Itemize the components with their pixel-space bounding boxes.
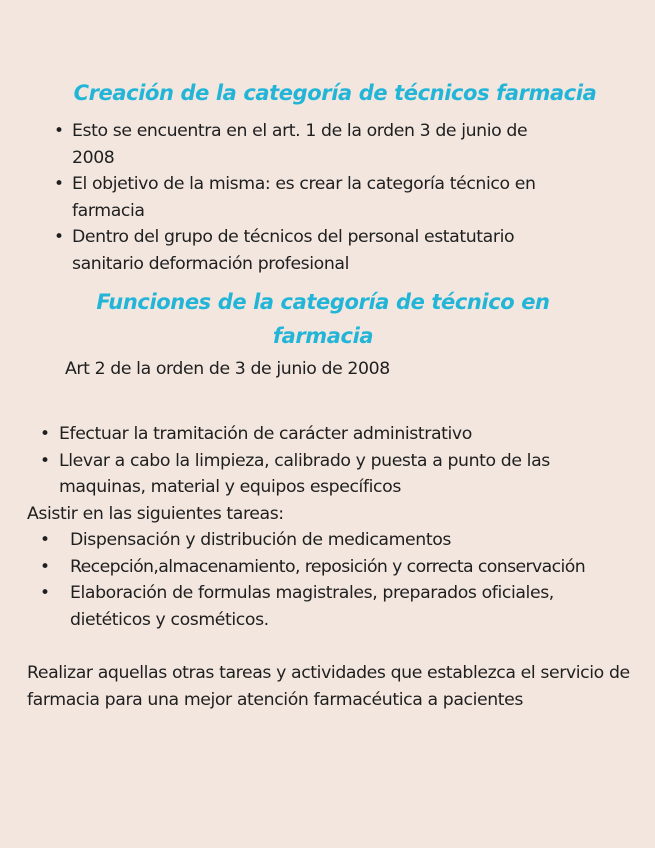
- bullet-icon: •: [54, 227, 64, 248]
- bullet-icon: •: [40, 583, 50, 604]
- list-item: [40, 554, 645, 581]
- section1-title: Creación de la categoría de técnicos farmacia: [73, 81, 597, 105]
- list-item: [40, 421, 620, 448]
- bullet-icon: •: [54, 174, 64, 195]
- list-item-text: Recepción,almacenamiento, reposición y correcta conservación: [70, 556, 586, 577]
- list-item: [40, 448, 620, 501]
- list-item: [40, 527, 645, 554]
- list-item-text: El objetivo de la misma: es crear la categoría técnico en farmacia: [72, 174, 536, 221]
- section2-bullet-list: [40, 421, 620, 501]
- bullet-icon: •: [40, 530, 50, 550]
- bullet-icon: •: [54, 121, 64, 141]
- bullet-icon: •: [40, 424, 50, 444]
- list-item-text: Dispensación y distribución de medicamentos: [70, 530, 451, 550]
- section2-title: Funciones de la categoría de técnico en farmacia: [96, 290, 550, 348]
- list-item-text: Efectuar la tramitación de carácter administrativo: [59, 424, 472, 444]
- article-reference: Art 2 de la orden de 3 de junio de 2008: [65, 359, 390, 379]
- assist-bullet-list: [40, 527, 645, 633]
- list-item: [54, 224, 574, 277]
- list-item-text: Elaboración de formulas magistrales, preparados oficiales, dietéticos y cosméticos.: [70, 583, 554, 630]
- assist-intro: Asistir en las siguientes tareas:: [27, 504, 284, 524]
- section1-bullet-list: [54, 118, 574, 278]
- list-item-text: Dentro del grupo de técnicos del personal estatutario sanitario deformación profesional: [72, 227, 515, 274]
- bullet-icon: •: [40, 450, 50, 471]
- list-item-text: Llevar a cabo la limpieza, calibrado y puesta a punto de las maquinas, material y equipos específicos: [59, 450, 550, 498]
- closing-paragraph: Realizar aquellas otras tareas y actividades que establezca el servicio de farmacia para una mejor atención farmacéutica a pacientes: [27, 663, 630, 710]
- list-item: [40, 580, 625, 633]
- bullet-icon: •: [40, 556, 50, 577]
- list-item-text: Esto se encuentra en el art. 1 de la orden 3 de junio de 2008: [72, 121, 528, 168]
- list-item: [54, 171, 574, 224]
- list-item: [54, 118, 574, 171]
